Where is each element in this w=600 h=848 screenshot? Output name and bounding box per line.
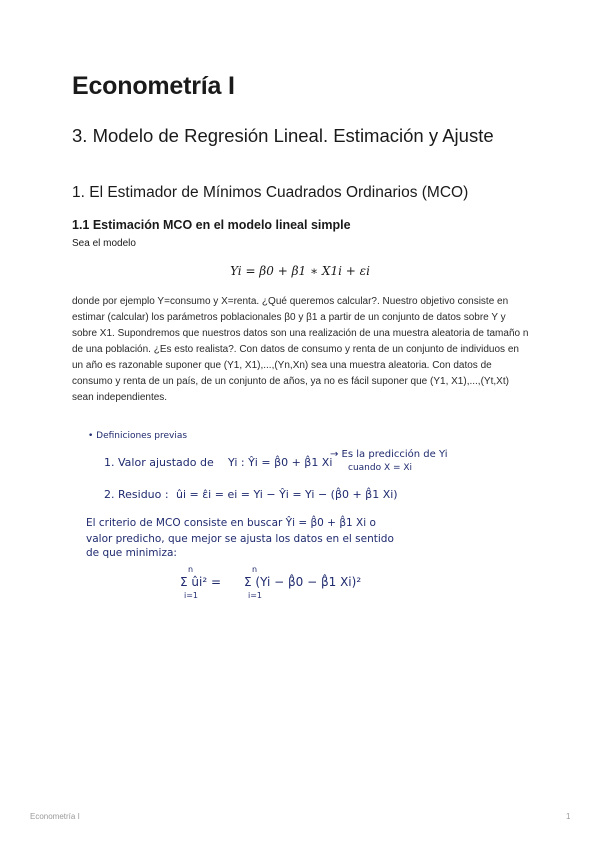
hw-criterion-line3: de que minimiza: — [86, 547, 177, 559]
hw-item2-label: 2. Residuo : — [104, 488, 169, 501]
hw-sum-lower-1: i=1 — [184, 591, 199, 600]
hw-item2-formula: ûi = ε̂i = ei = Yi − Ŷi = Yi − (β̂0 + β̂1 Xi) — [176, 488, 398, 501]
chapter-heading: 3. Modelo de Regresión Lineal. Estimación y Ajuste — [72, 125, 494, 146]
hw-item1-note-a: → Es la predicción de Yi — [330, 449, 448, 460]
footer-title: Econometría I — [30, 812, 80, 821]
model-formula: Yi = β0 + β1 ∗ X1i + εi — [230, 264, 370, 278]
hw-criterion-line1: El criterio de MCO consiste en buscar Ŷi = β̂0 + β̂1 Xi o — [86, 517, 376, 529]
hw-sum-lhs: Σ ûi² = — [180, 575, 222, 589]
document-title: Econometría I — [72, 72, 235, 100]
hw-item1-formula: Yi : Ŷi = β̂0 + β̂1 Xi — [228, 456, 333, 469]
hw-sum-upper-1: n — [188, 565, 194, 574]
handwritten-notes — [80, 422, 520, 612]
hw-item1-label: 1. Valor ajustado de — [104, 456, 214, 469]
intro-text: Sea el modelo — [72, 238, 136, 249]
hw-sum-lower-2: i=1 — [248, 591, 263, 600]
section-heading: 1. El Estimador de Mínimos Cuadrados Ordinarios (MCO) — [72, 184, 469, 201]
hw-sum-rhs: Σ (Yi − β̂0 − β̂1 Xi)² — [244, 575, 362, 589]
hw-sum-upper-2: n — [252, 565, 258, 574]
subsection-heading: 1.1 Estimación MCO en el modelo lineal simple — [72, 218, 351, 232]
body-paragraph: donde por ejemplo Y=consumo y X=renta. ¿Qué queremos calcular?. Nuestro objetivo consiste en estimar (calcular) los parámetros poblacionales β0 y β1 a partir de un conjunto de datos sobre Y y sobre X1. Supondremos que nuestros datos son una realización de una muestra aleatoria de tamaño n de una población. ¿Es esto realista?. Con datos de consumo y renta de un conjunto de individuos en un año es razonable suponer que (Y1, X1),...,(Yn,Xn) sea una muestra aleatoria. Con datos de consumo y renta de un país, de un conjunto de años, ya no es fácil suponer que (Y1, X1),...,(Yt,Xt) sean independientes. — [72, 296, 529, 403]
hw-heading: • Definiciones previas — [88, 431, 188, 441]
page-number: 1 — [566, 812, 571, 821]
hw-item1-note-b: cuando X = Xi — [348, 463, 413, 473]
hw-criterion-line2: valor predicho, que mejor se ajusta los datos en el sentido — [86, 533, 394, 545]
